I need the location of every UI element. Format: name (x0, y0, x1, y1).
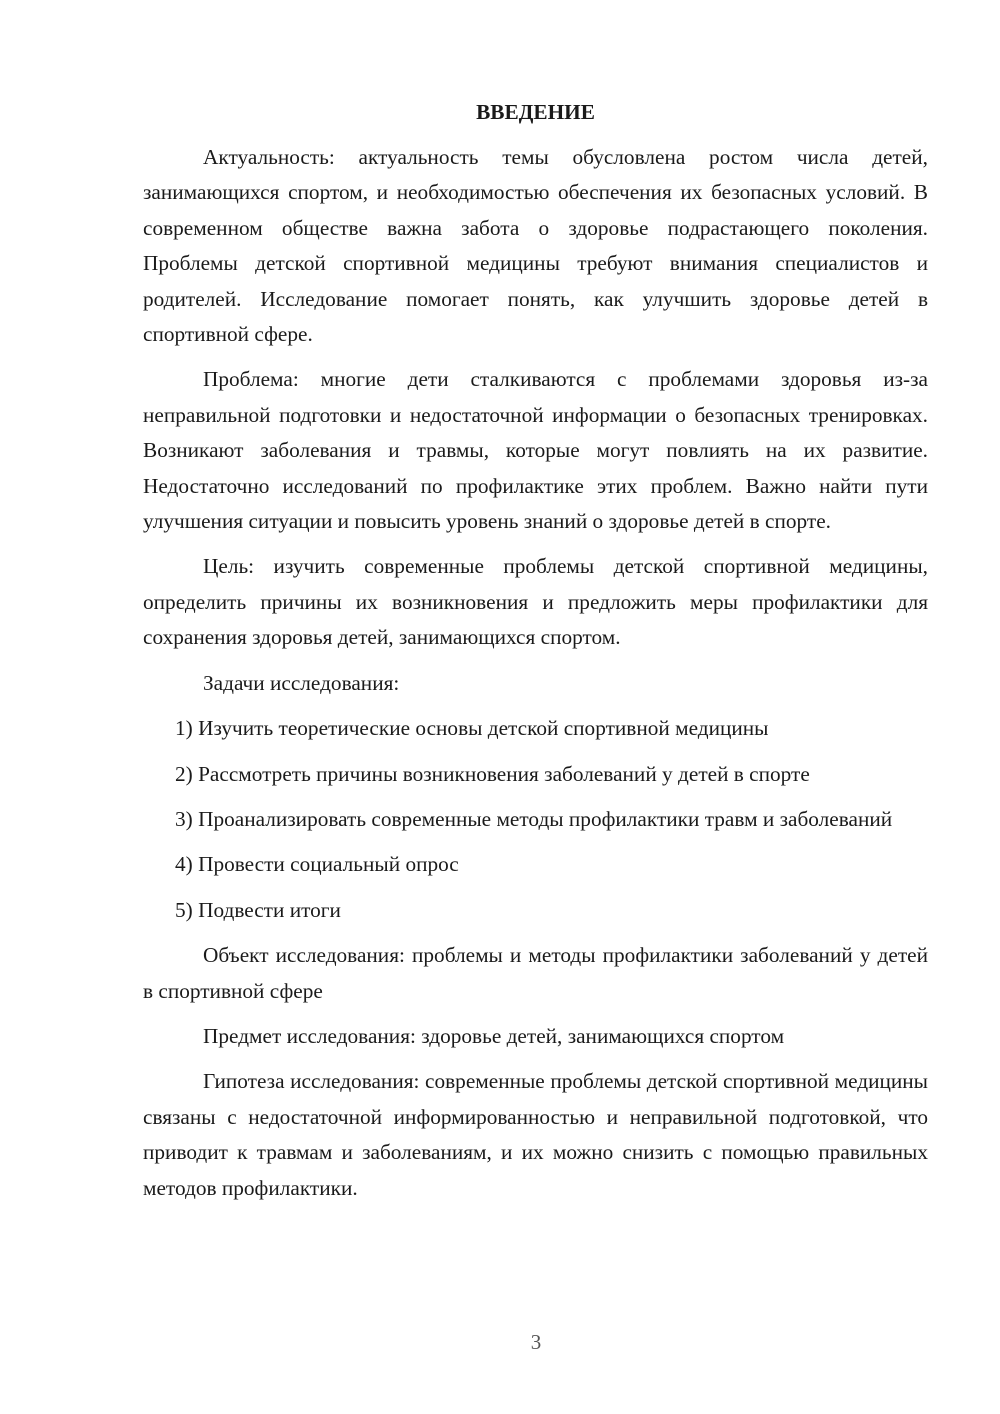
task-item-2: 2) Рассмотреть причины возникновения заболеваний у детей в спорте (175, 761, 810, 786)
task-item-1: 1) Изучить теоретические основы детской спортивной медицины (175, 716, 769, 741)
goal-paragraph: Цель: изучить современные проблемы детской спортивной медицины, определить причины их возникновения и предложить меры профилактики для сохранения здоровья детей, занимающихся спортом. (143, 554, 928, 650)
relevance-paragraph: Актуальность: актуальность темы обусловлена ростом числа детей, занимающихся спортом, и необходимостью обеспечения их безопасных условий. В современном обществе важна забота о здоровье подрастающего поколения. Проблемы детской спортивной медицины требуют внимания специалистов и родителей. Исследование помогает понять, как улучшить здоровье детей в спортивной сфере. (143, 145, 928, 347)
problem-paragraph: Проблема: многие дети сталкиваются с проблемами здоровья из-за неправильной подготовки и недостаточной информации о безопасных тренировках. Возникают заболевания и травмы, которые могут повлиять на их развитие. Недостаточно исследований по профилактике этих проблем. Важно найти пути улучшения ситуации и повысить уровень знаний о здоровье детей в спорте. (143, 367, 928, 534)
hypothesis-paragraph: Гипотеза исследования: современные проблемы детской спортивной медицины связаны с недостаточной информированностью и неправильной подготовкой, что приводит к травмам и заболеваниям, и их можно снизить с помощью правильных методов профилактики. (143, 1069, 928, 1200)
page-number: 3 (530, 1330, 542, 1354)
object-paragraph: Объект исследования: проблемы и методы профилактики заболеваний у детей в спортивной сфере (143, 943, 928, 1003)
document-title: ВВЕДЕНИЕ (476, 100, 595, 124)
task-item-3: 3) Проанализировать современные методы профилактики травм и заболеваний (175, 806, 893, 831)
tasks-heading: Задачи исследования: (203, 670, 400, 695)
subject-paragraph: Предмет исследования: здоровье детей, занимающихся спортом (203, 1023, 785, 1048)
task-item-4: 4) Провести социальный опрос (175, 852, 459, 877)
document-page (143, 95, 928, 1216)
task-item-5: 5) Подвести итоги (175, 897, 341, 922)
